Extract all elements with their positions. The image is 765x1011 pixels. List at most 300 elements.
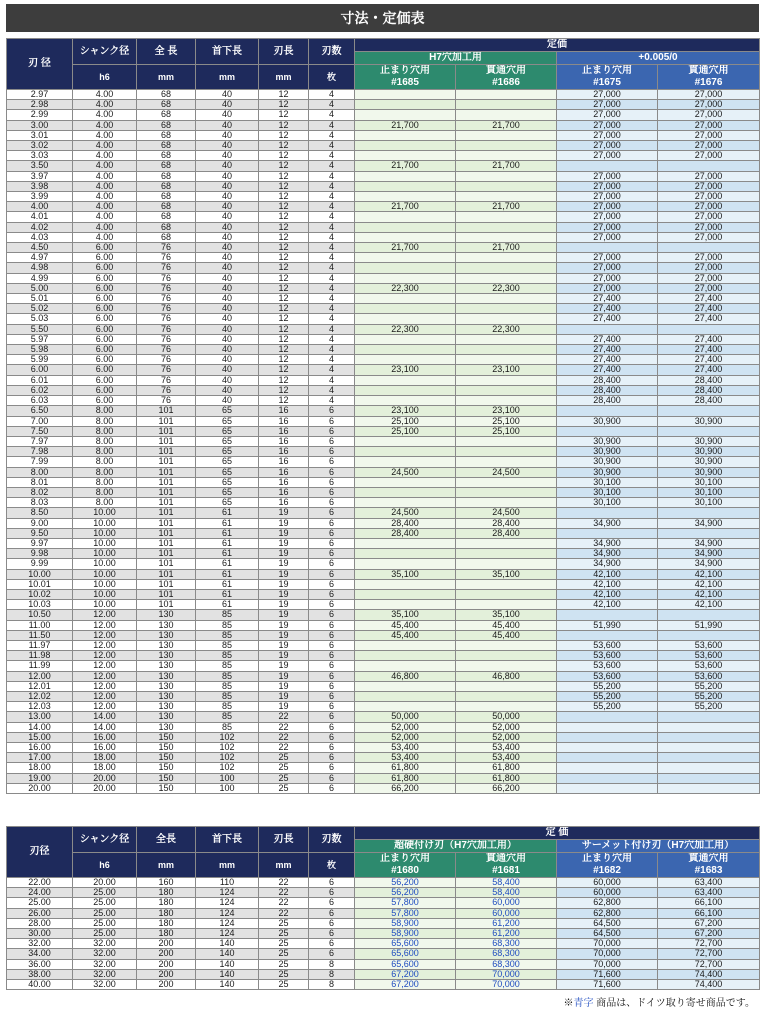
spec-cell: 6.00 xyxy=(73,345,137,355)
spec-cell: 61 xyxy=(196,559,259,569)
spec-cell: 4.00 xyxy=(73,110,137,120)
table-row xyxy=(7,589,760,599)
spec-cell: 180 xyxy=(137,908,196,918)
price-cell: 27,000 xyxy=(658,151,760,161)
spec-cell: 6.00 xyxy=(73,334,137,344)
price-cell xyxy=(658,743,760,753)
table-body-main xyxy=(7,90,760,794)
price-cell: 30,900 xyxy=(658,436,760,446)
spec-cell: 12.03 xyxy=(7,702,73,712)
spec-cell: 8.00 xyxy=(73,426,137,436)
spec-cell: 76 xyxy=(137,345,196,355)
price-cell: 25,100 xyxy=(456,416,557,426)
price-cell: 25,100 xyxy=(355,426,456,436)
spec-cell: 4.00 xyxy=(73,181,137,191)
spec-cell: 4 xyxy=(309,192,355,202)
price-cell: 65,600 xyxy=(355,959,456,969)
price-cell: 46,800 xyxy=(355,671,456,681)
header-flutes: 刃数 xyxy=(309,39,355,65)
spec-cell: 6.00 xyxy=(73,365,137,375)
header-col-1685: 止まり穴用 #1685 xyxy=(355,65,456,90)
spec-cell: 12 xyxy=(259,314,309,324)
spec-cell: 6 xyxy=(309,406,355,416)
spec-cell: 8.01 xyxy=(7,477,73,487)
price-cell: 27,000 xyxy=(557,263,658,273)
spec-cell: 7.00 xyxy=(7,416,73,426)
price-cell: 27,000 xyxy=(557,232,658,242)
table-row xyxy=(7,702,760,712)
price-cell: 71,600 xyxy=(557,969,658,979)
price-cell: 67,200 xyxy=(355,980,456,990)
spec-cell: 3.01 xyxy=(7,130,73,140)
spec-cell: 4 xyxy=(309,243,355,253)
spec-cell: 25 xyxy=(259,939,309,949)
spec-cell: 6.00 xyxy=(73,375,137,385)
price-cell: 27,000 xyxy=(557,141,658,151)
price-cell xyxy=(456,681,557,691)
table-row xyxy=(7,90,760,100)
price-cell: 57,800 xyxy=(355,898,456,908)
price-cell: 63,400 xyxy=(658,888,760,898)
price-cell: 30,900 xyxy=(557,416,658,426)
price-cell: 28,400 xyxy=(658,385,760,395)
spec-cell: 40 xyxy=(196,202,259,212)
spec-cell: 101 xyxy=(137,436,196,446)
price-cell: 25,100 xyxy=(456,426,557,436)
price-cell xyxy=(355,487,456,497)
spec-cell: 12.00 xyxy=(73,610,137,620)
spec-cell: 102 xyxy=(196,743,259,753)
spec-cell: 4.00 xyxy=(73,222,137,232)
price-cell: 58,400 xyxy=(456,878,557,888)
price-cell: 27,000 xyxy=(658,273,760,283)
price-cell: 61,800 xyxy=(456,763,557,773)
price-cell: 27,000 xyxy=(658,141,760,151)
spec-cell: 61 xyxy=(196,600,259,610)
spec-cell: 9.00 xyxy=(7,518,73,528)
price-cell: 67,200 xyxy=(355,969,456,979)
price-cell xyxy=(456,375,557,385)
spec-cell: 61 xyxy=(196,528,259,538)
price-cell: 27,000 xyxy=(557,100,658,110)
spec-cell: 4.00 xyxy=(73,141,137,151)
spec-cell: 4.02 xyxy=(7,222,73,232)
spec-cell: 6.00 xyxy=(73,396,137,406)
spec-cell: 5.01 xyxy=(7,294,73,304)
spec-cell: 200 xyxy=(137,980,196,990)
price-cell: 53,400 xyxy=(456,743,557,753)
price-cell: 61,800 xyxy=(456,773,557,783)
table-row xyxy=(7,253,760,263)
price-cell xyxy=(355,263,456,273)
spec-cell: 2.97 xyxy=(7,90,73,100)
price-cell: 22,300 xyxy=(355,283,456,293)
spec-cell: 130 xyxy=(137,722,196,732)
header-flutes-unit: 枚 xyxy=(309,65,355,90)
spec-cell: 200 xyxy=(137,969,196,979)
spec-cell: 12 xyxy=(259,151,309,161)
spec-cell: 8 xyxy=(309,980,355,990)
price-cell: 27,400 xyxy=(557,314,658,324)
header-diameter: 刃 径 xyxy=(7,39,73,90)
price-cell xyxy=(355,702,456,712)
header2-col-1680: 止まり穴用 #1680 xyxy=(355,853,456,878)
spec-cell: 65 xyxy=(196,436,259,446)
price-cell: 51,990 xyxy=(557,620,658,630)
price-cell: 27,000 xyxy=(658,232,760,242)
spec-cell: 30.00 xyxy=(7,929,73,939)
spec-cell: 22.00 xyxy=(7,878,73,888)
spec-cell: 19 xyxy=(259,569,309,579)
price-cell: 25,100 xyxy=(355,416,456,426)
spec-cell: 14.00 xyxy=(73,712,137,722)
header2-flutes: 刃数 xyxy=(309,827,355,853)
spec-cell: 4.00 xyxy=(73,212,137,222)
spec-cell: 12.00 xyxy=(73,620,137,630)
table-row xyxy=(7,365,760,375)
spec-cell: 4 xyxy=(309,283,355,293)
spec-cell: 12.00 xyxy=(73,691,137,701)
spec-cell: 101 xyxy=(137,508,196,518)
spec-cell: 32.00 xyxy=(73,949,137,959)
price-cell: 62,800 xyxy=(557,898,658,908)
spec-cell: 25 xyxy=(259,918,309,928)
spec-cell: 68 xyxy=(137,212,196,222)
spec-cell: 5.99 xyxy=(7,355,73,365)
spec-cell: 16.00 xyxy=(73,732,137,742)
spec-cell: 4.50 xyxy=(7,243,73,253)
header-col-1686: 貫通穴用 #1686 xyxy=(456,65,557,90)
spec-cell: 25 xyxy=(259,753,309,763)
price-cell xyxy=(456,130,557,140)
price-cell xyxy=(355,651,456,661)
spec-cell: 65 xyxy=(196,457,259,467)
spec-cell: 3.03 xyxy=(7,151,73,161)
spec-cell: 4.00 xyxy=(7,202,73,212)
spec-cell: 40.00 xyxy=(7,980,73,990)
price-cell xyxy=(355,181,456,191)
spec-cell: 10.02 xyxy=(7,589,73,599)
spec-cell: 18.00 xyxy=(73,763,137,773)
price-cell: 27,000 xyxy=(557,171,658,181)
footnote: ※青字 商品は、ドイツ取り寄せ商品です。 xyxy=(563,998,755,1009)
spec-cell: 4 xyxy=(309,314,355,324)
table-row xyxy=(7,283,760,293)
spec-cell: 12 xyxy=(259,253,309,263)
spec-cell: 124 xyxy=(196,929,259,939)
spec-cell: 200 xyxy=(137,959,196,969)
price-cell xyxy=(658,161,760,171)
spec-cell: 130 xyxy=(137,640,196,650)
spec-cell: 12 xyxy=(259,334,309,344)
spec-cell: 76 xyxy=(137,253,196,263)
spec-cell: 4 xyxy=(309,130,355,140)
price-cell xyxy=(456,171,557,181)
price-cell xyxy=(456,212,557,222)
price-cell: 55,200 xyxy=(557,691,658,701)
spec-cell: 10.00 xyxy=(73,538,137,548)
spec-cell: 19.00 xyxy=(7,773,73,783)
price-cell: 70,000 xyxy=(456,969,557,979)
price-cell: 46,800 xyxy=(456,671,557,681)
header-col-1675: 止まり穴用 #1675 xyxy=(557,65,658,90)
price-cell: 27,400 xyxy=(557,334,658,344)
price-cell xyxy=(355,559,456,569)
price-cell: 28,400 xyxy=(456,518,557,528)
price-cell xyxy=(456,447,557,457)
price-cell: 72,700 xyxy=(658,959,760,969)
table-row xyxy=(7,980,760,990)
spec-cell: 4.01 xyxy=(7,212,73,222)
spec-cell: 19 xyxy=(259,589,309,599)
price-cell xyxy=(557,406,658,416)
spec-cell: 40 xyxy=(196,304,259,314)
spec-cell: 76 xyxy=(137,273,196,283)
price-cell: 28,400 xyxy=(557,396,658,406)
spec-cell: 8.00 xyxy=(73,406,137,416)
price-cell: 27,000 xyxy=(658,100,760,110)
spec-cell: 22 xyxy=(259,712,309,722)
price-cell: 74,400 xyxy=(658,969,760,979)
header2-group-cermet: サーメット付け刃（H7穴加工用） xyxy=(557,840,760,853)
spec-cell: 40 xyxy=(196,324,259,334)
spec-cell: 16 xyxy=(259,406,309,416)
spec-cell: 6.00 xyxy=(73,324,137,334)
spec-cell: 12 xyxy=(259,273,309,283)
spec-cell: 12 xyxy=(259,100,309,110)
price-cell: 24,500 xyxy=(355,467,456,477)
price-cell xyxy=(456,436,557,446)
price-cell xyxy=(456,334,557,344)
price-cell xyxy=(355,314,456,324)
price-cell: 62,800 xyxy=(557,908,658,918)
spec-cell: 6 xyxy=(309,589,355,599)
spec-cell: 40 xyxy=(196,90,259,100)
price-cell: 27,400 xyxy=(557,294,658,304)
spec-cell: 17.00 xyxy=(7,753,73,763)
spec-cell: 25.00 xyxy=(73,898,137,908)
spec-cell: 100 xyxy=(196,773,259,783)
spec-cell: 20.00 xyxy=(7,783,73,793)
spec-cell: 12.00 xyxy=(73,630,137,640)
table-row xyxy=(7,743,760,753)
price-cell xyxy=(456,181,557,191)
table-row xyxy=(7,640,760,650)
price-cell: 50,000 xyxy=(456,712,557,722)
price-cell xyxy=(355,222,456,232)
spec-cell: 11.00 xyxy=(7,620,73,630)
header2-neck-unit: mm xyxy=(196,853,259,878)
spec-cell: 25 xyxy=(259,783,309,793)
table-row xyxy=(7,878,760,888)
spec-cell: 65 xyxy=(196,477,259,487)
spec-cell: 150 xyxy=(137,783,196,793)
spec-cell: 6 xyxy=(309,702,355,712)
price-cell xyxy=(456,661,557,671)
spec-cell: 130 xyxy=(137,610,196,620)
spec-cell: 6 xyxy=(309,888,355,898)
spec-cell: 180 xyxy=(137,918,196,928)
price-cell: 74,400 xyxy=(658,980,760,990)
price-cell: 53,600 xyxy=(557,640,658,650)
spec-cell: 6 xyxy=(309,661,355,671)
spec-cell: 12.00 xyxy=(73,702,137,712)
table-row xyxy=(7,375,760,385)
spec-cell: 12 xyxy=(259,375,309,385)
table-row xyxy=(7,416,760,426)
spec-cell: 6 xyxy=(309,538,355,548)
spec-cell: 101 xyxy=(137,569,196,579)
price-cell xyxy=(557,426,658,436)
spec-cell: 6 xyxy=(309,457,355,467)
price-cell xyxy=(355,600,456,610)
spec-cell: 10.00 xyxy=(7,569,73,579)
price-cell: 35,100 xyxy=(456,569,557,579)
spec-cell: 19 xyxy=(259,579,309,589)
spec-cell: 101 xyxy=(137,498,196,508)
price-cell: 42,100 xyxy=(658,579,760,589)
spec-cell: 10.00 xyxy=(73,579,137,589)
price-cell: 27,000 xyxy=(557,222,658,232)
price-cell xyxy=(355,691,456,701)
spec-cell: 6 xyxy=(309,763,355,773)
spec-cell: 68 xyxy=(137,202,196,212)
spec-cell: 65 xyxy=(196,426,259,436)
header-col-1676: 貫通穴用 #1676 xyxy=(658,65,760,90)
spec-cell: 68 xyxy=(137,100,196,110)
spec-cell: 85 xyxy=(196,661,259,671)
spec-cell: 25 xyxy=(259,763,309,773)
price-cell: 27,000 xyxy=(557,130,658,140)
table-row xyxy=(7,691,760,701)
table-row xyxy=(7,426,760,436)
spec-cell: 68 xyxy=(137,161,196,171)
table-row xyxy=(7,151,760,161)
spec-cell: 7.97 xyxy=(7,436,73,446)
spec-cell: 14.00 xyxy=(73,722,137,732)
table-row xyxy=(7,192,760,202)
spec-cell: 8.00 xyxy=(73,416,137,426)
price-cell: 53,600 xyxy=(658,651,760,661)
table-row xyxy=(7,396,760,406)
spec-cell: 6 xyxy=(309,528,355,538)
price-cell: 27,400 xyxy=(658,314,760,324)
price-cell xyxy=(557,722,658,732)
page-title: 寸法・定価表 xyxy=(6,4,759,32)
header2-col-1683: 貫通穴用 #1683 xyxy=(658,853,760,878)
price-cell: 27,000 xyxy=(658,222,760,232)
footnote-text: 商品は、ドイツ取り寄せ商品です。 xyxy=(593,998,755,1009)
header2-shank: シャンク径 xyxy=(73,827,137,853)
spec-cell: 5.50 xyxy=(7,324,73,334)
spec-cell: 76 xyxy=(137,396,196,406)
spec-cell: 8 xyxy=(309,959,355,969)
price-cell xyxy=(658,783,760,793)
spec-cell: 76 xyxy=(137,314,196,324)
table-row xyxy=(7,569,760,579)
spec-cell: 11.97 xyxy=(7,640,73,650)
spec-cell: 6.00 xyxy=(73,294,137,304)
spec-cell: 12 xyxy=(259,304,309,314)
spec-cell: 19 xyxy=(259,681,309,691)
price-table-brazed xyxy=(6,826,760,990)
spec-cell: 68 xyxy=(137,130,196,140)
spec-cell: 76 xyxy=(137,263,196,273)
spec-cell: 40 xyxy=(196,243,259,253)
price-cell: 27,000 xyxy=(557,273,658,283)
spec-cell: 6 xyxy=(309,620,355,630)
price-cell: 28,400 xyxy=(456,528,557,538)
spec-cell: 25 xyxy=(259,929,309,939)
spec-cell: 85 xyxy=(196,671,259,681)
price-cell: 42,100 xyxy=(557,569,658,579)
spec-cell: 5.02 xyxy=(7,304,73,314)
spec-cell: 19 xyxy=(259,518,309,528)
price-cell xyxy=(557,324,658,334)
price-cell xyxy=(456,640,557,650)
table-row xyxy=(7,600,760,610)
spec-cell: 85 xyxy=(196,722,259,732)
price-cell xyxy=(355,130,456,140)
price-cell: 27,000 xyxy=(658,253,760,263)
spec-cell: 25.00 xyxy=(73,908,137,918)
spec-cell: 5.98 xyxy=(7,345,73,355)
price-cell: 70,000 xyxy=(557,939,658,949)
spec-cell: 4 xyxy=(309,385,355,395)
price-cell: 61,200 xyxy=(456,929,557,939)
spec-cell: 6 xyxy=(309,610,355,620)
price-cell: 21,700 xyxy=(355,161,456,171)
spec-cell: 150 xyxy=(137,753,196,763)
table-row xyxy=(7,671,760,681)
spec-cell: 65 xyxy=(196,487,259,497)
price-cell: 42,100 xyxy=(557,579,658,589)
table-row xyxy=(7,959,760,969)
price-cell xyxy=(456,477,557,487)
price-cell: 21,700 xyxy=(456,243,557,253)
price-cell: 56,200 xyxy=(355,878,456,888)
spec-cell: 12.00 xyxy=(73,651,137,661)
spec-cell: 32.00 xyxy=(73,980,137,990)
spec-cell: 6.00 xyxy=(73,355,137,365)
price-cell: 27,000 xyxy=(557,181,658,191)
price-cell xyxy=(658,712,760,722)
price-cell xyxy=(658,610,760,620)
spec-cell: 4.00 xyxy=(73,161,137,171)
table-row xyxy=(7,949,760,959)
price-cell xyxy=(456,141,557,151)
table-row xyxy=(7,304,760,314)
spec-cell: 4.97 xyxy=(7,253,73,263)
spec-cell: 61 xyxy=(196,579,259,589)
header-blade: 刃長 xyxy=(259,39,309,65)
spec-cell: 8.00 xyxy=(73,498,137,508)
spec-cell: 10.00 xyxy=(73,569,137,579)
spec-cell: 76 xyxy=(137,294,196,304)
header2-blade-unit: mm xyxy=(259,853,309,878)
spec-cell: 12 xyxy=(259,120,309,130)
spec-cell: 102 xyxy=(196,763,259,773)
price-cell: 68,300 xyxy=(456,939,557,949)
header2-length: 全長 xyxy=(137,827,196,853)
spec-cell: 12.00 xyxy=(73,681,137,691)
spec-cell: 150 xyxy=(137,743,196,753)
table-row xyxy=(7,929,760,939)
spec-cell: 16 xyxy=(259,416,309,426)
spec-cell: 130 xyxy=(137,630,196,640)
table-row xyxy=(7,712,760,722)
price-cell: 53,600 xyxy=(557,661,658,671)
